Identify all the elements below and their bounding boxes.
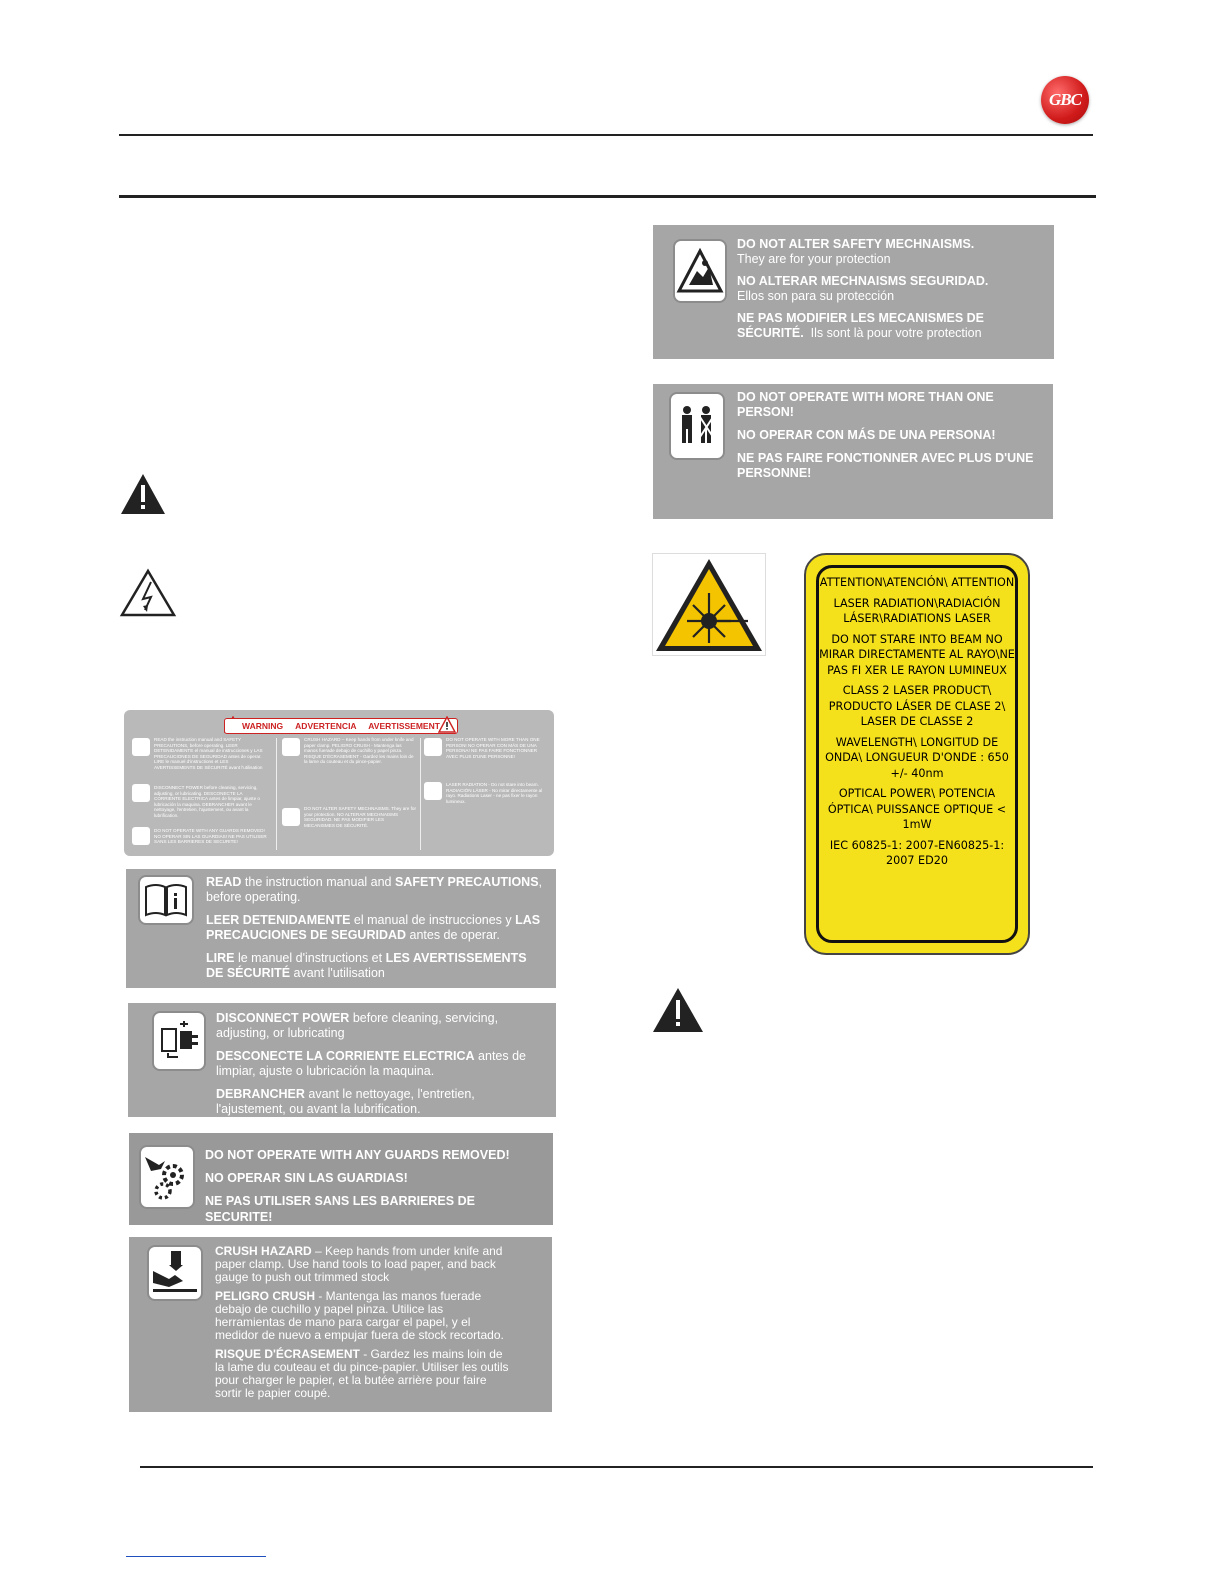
footer-rule xyxy=(140,1466,1093,1468)
laser-line-attention: ATTENTION\ATENCIÓN\ ATTENTION xyxy=(819,576,1015,589)
read-fr-b1: LIRE xyxy=(206,951,235,965)
one-person-fr: NE PAS FAIRE FONCTIONNER AVEC PLUS D'UNE PERSONNE! xyxy=(737,451,1034,480)
laser-line-iec: IEC 60825-1: 2007-EN60825-1: 2007 ED20 xyxy=(829,838,1005,867)
warning-triangle-icon xyxy=(651,986,705,1034)
power-fr-b: DEBRANCHER xyxy=(216,1087,305,1101)
disconnect-power-label xyxy=(128,1003,556,1117)
mechanism-icon-box xyxy=(673,239,727,303)
header-rule-bottom xyxy=(119,195,1096,198)
plug-mini-icon xyxy=(132,784,150,802)
people-mini-icon xyxy=(424,738,442,756)
read-es-n2: antes de operar. xyxy=(406,928,500,942)
mech-fr-n: Ils sont là pour votre protection xyxy=(810,326,982,340)
read-en-b2: SAFETY PRECAUTIONS xyxy=(395,875,539,889)
column-divider xyxy=(276,738,277,850)
laser-info-plate xyxy=(804,553,1030,955)
composite-text-one-person: DO NOT OPERATE WITH MORE THAN ONE PERSON! NO OPERAR CON MÁS DE UNA PERSONA! NE PAS FAIRE FONCTIONNER AVEC PLUS D'UNE PERSONNE! xyxy=(446,737,540,759)
plug-icon-box xyxy=(152,1011,206,1071)
crush-fr-b: RISQUE D'ÉCRASEMENT xyxy=(215,1347,360,1361)
laser-line-radiation: LASER RADIATION\RADIACIÓN LÁSER\RADIATIONS LASER xyxy=(833,596,1001,625)
read-manual-label xyxy=(126,869,556,988)
plug-disconnect-icon xyxy=(154,1013,204,1069)
mech-fr-b: NE PAS MODIFIER LES MECANISMES DE SÉCURITÉ. xyxy=(737,311,985,340)
mech-es-n: Ellos son para su protección xyxy=(737,289,895,303)
people-icon-box xyxy=(669,392,725,460)
manual-icon-box xyxy=(138,875,194,925)
laser-warning-icon xyxy=(652,553,766,656)
warning-small-icon xyxy=(438,716,456,733)
guards-removed-label xyxy=(129,1133,553,1225)
read-en-n1: the instruction manual and xyxy=(241,875,395,889)
read-es-b2: LAS PRECAUCIONES DE SEGURIDAD xyxy=(206,913,541,942)
manual-mini-icon xyxy=(132,738,150,756)
guard-mini-icon xyxy=(132,827,150,845)
crush-fr-n: - Gardez les mains loin de la lame du couteau et du pince-papier. Utiliser les outils pour charger le papier, et la butée arrière pour faire sortir le papier coupé. xyxy=(215,1347,509,1400)
composite-text-laser: LASER RADIATION - Do not stare into beam. RADIACIÓN LÁSER - No mirar directamente al rayo. Radiations Laser - ne pas fixer le rayon lumineux. xyxy=(446,782,543,804)
gbc-logo: GBC xyxy=(1041,76,1089,124)
power-es-n: antes de limpiar, ajuste o lubricación la maquina. xyxy=(216,1049,527,1078)
electrical-hazard-icon xyxy=(119,568,177,618)
crush-es-b: PELIGRO CRUSH xyxy=(215,1289,316,1303)
composite-warning-label xyxy=(124,710,554,856)
laser-mini-icon xyxy=(424,782,442,800)
composite-text-guards: DO NOT OPERATE WITH ANY GUARDS REMOVED! NO OPERAR SIN LAS GUARDIAS! NE PAS UTILISER SANS LES BARRIERES DE SECURITE! xyxy=(154,828,267,845)
safety-mechanism-icon xyxy=(675,241,725,301)
gear-hand-icon xyxy=(141,1147,193,1207)
mech-en-b: DO NOT ALTER SAFETY MECHNAISMS. xyxy=(737,237,975,251)
laser-line-stare: DO NOT STARE INTO BEAM NO MIRAR DIRECTAMENTE AL RAYO\NE PAS FI XER LE RAYON LUMINEUX xyxy=(819,632,1015,677)
guard-icon-box xyxy=(139,1145,195,1209)
crush-icon-box xyxy=(147,1245,203,1301)
guards-es: NO OPERAR SIN LAS GUARDIAS! xyxy=(205,1171,408,1185)
power-en-b: DISCONNECT POWER xyxy=(216,1011,350,1025)
read-es-b1: LEER DETENIDAMENTE xyxy=(206,913,351,927)
crush-en-n: – Keep hands from under knife and paper clamp. Use hand tools to load paper, and back gauge to push out trimmed stock xyxy=(215,1244,503,1284)
read-fr-b2: LES AVERTISSEMENTS DE SÉCURITÉ xyxy=(206,951,527,980)
power-fr-n: avant le nettoyage, l'entretien, l'ajustement, ou avant la lubrification. xyxy=(216,1087,475,1116)
one-person-es: NO OPERAR CON MÁS DE UNA PERSONA! xyxy=(737,428,996,442)
warning-triangle-icon xyxy=(119,472,167,516)
mech-en-n: They are for your protection xyxy=(737,252,891,266)
header-rule-top xyxy=(119,134,1093,136)
composite-text-mechanisms: DO NOT ALTER SAFETY MECHNAISMS. They are for your protection. NO ALTERAR MECHNAISMS SEGURIDAD. NE PAS MODIFIER LES MECANISMES DE SÉCURITÉ. xyxy=(304,806,416,828)
guards-en: DO NOT OPERATE WITH ANY GUARDS REMOVED! xyxy=(205,1148,510,1162)
one-person-en: DO NOT OPERATE WITH MORE THAN ONE PERSON! xyxy=(737,390,994,419)
read-en-b1: READ xyxy=(206,875,242,889)
footer-link-underline[interactable] xyxy=(126,1556,266,1557)
safety-mechanisms-label xyxy=(653,225,1054,359)
read-fr-n2: avant l'utilisation xyxy=(290,966,385,980)
laser-line-class: CLASS 2 LASER PRODUCT\ PRODUCTO LÁSER DE CLASE 2\ LASER DE CLASSE 2 xyxy=(828,684,1006,728)
composite-text-power: DISCONNECT POWER before cleaning, servicing, adjusting, or lubricating. DESCONECTE LA CORRIENTE ELECTRICA antes de limpiar, ajuste o lubricación la maquina. DEBRANCHER avant le nettoyage, l'entretien, l'ajustement, ou avant la lubrification. xyxy=(154,785,260,818)
mechanism-mini-icon xyxy=(282,808,300,826)
read-fr-n1: le manuel d'instructions et xyxy=(234,951,386,965)
composite-text-read: READ the instruction manual and SAFETY PRECAUTIONS, before operating. LEER DETENIDAMENTE el manual de instrucciones y LAS PRECAUCIONES DE SEGURIDAD antes de operar. LIRE le manuel d'instructions et LES AVERTISSEMENTS DE SÉCURITÉ avant l'utilisation xyxy=(154,737,263,770)
guards-fr: NE PAS UTILISER SANS LES BARRIERES DE SECURITE! xyxy=(205,1194,475,1224)
power-en-n: before cleaning, servicing, adjusting, or lubricating xyxy=(216,1011,499,1040)
composite-text-crush: CRUSH HAZARD – Keep hands from under knife and paper clamp. PELIGRO CRUSH - Mantenga las manos fuerade debajo de cuchillo y papel pinza. RISQUE D'ÉCRASEMENT - Gardez les mains loin de la lame du couteau et du pince-papier. xyxy=(304,737,414,765)
crush-hazard-label xyxy=(129,1237,552,1412)
mech-es-b: NO ALTERAR MECHNAISMS SEGURIDAD. xyxy=(737,274,989,288)
laser-line-wavelength: WAVELENGTH\ LONGITUD DE ONDA\ LONGUEUR D'ONDE : 650 +/- 40nm xyxy=(825,735,1009,780)
read-es-n1: el manual de instrucciones y xyxy=(350,913,516,927)
read-en-n2: , before operating. xyxy=(206,875,543,904)
one-person-label xyxy=(653,384,1053,519)
warning-banner: WARNING ADVERTENCIA AVERTISSEMENT xyxy=(224,718,458,734)
two-people-icon xyxy=(671,394,723,458)
crush-en-b: CRUSH HAZARD xyxy=(215,1244,312,1258)
manual-book-icon xyxy=(140,877,192,923)
power-es-b: DESCONECTE LA CORRIENTE ELECTRICA xyxy=(216,1049,475,1063)
column-divider xyxy=(420,738,421,850)
crush-es-n: - Mantenga las manos fuerade debajo de cuchillo y papel pinza. Utilice las herramientas de mano para cargar el papel, y el medidor de nuevo a empujar fuera de stock recortado. xyxy=(215,1289,504,1342)
crush-mini-icon xyxy=(282,738,300,756)
laser-line-power: OPTICAL POWER\ POTENCIA ÓPTICA\ PUISSANCE OPTIQUE < 1mW xyxy=(827,787,1007,831)
crush-hand-icon xyxy=(149,1247,201,1299)
